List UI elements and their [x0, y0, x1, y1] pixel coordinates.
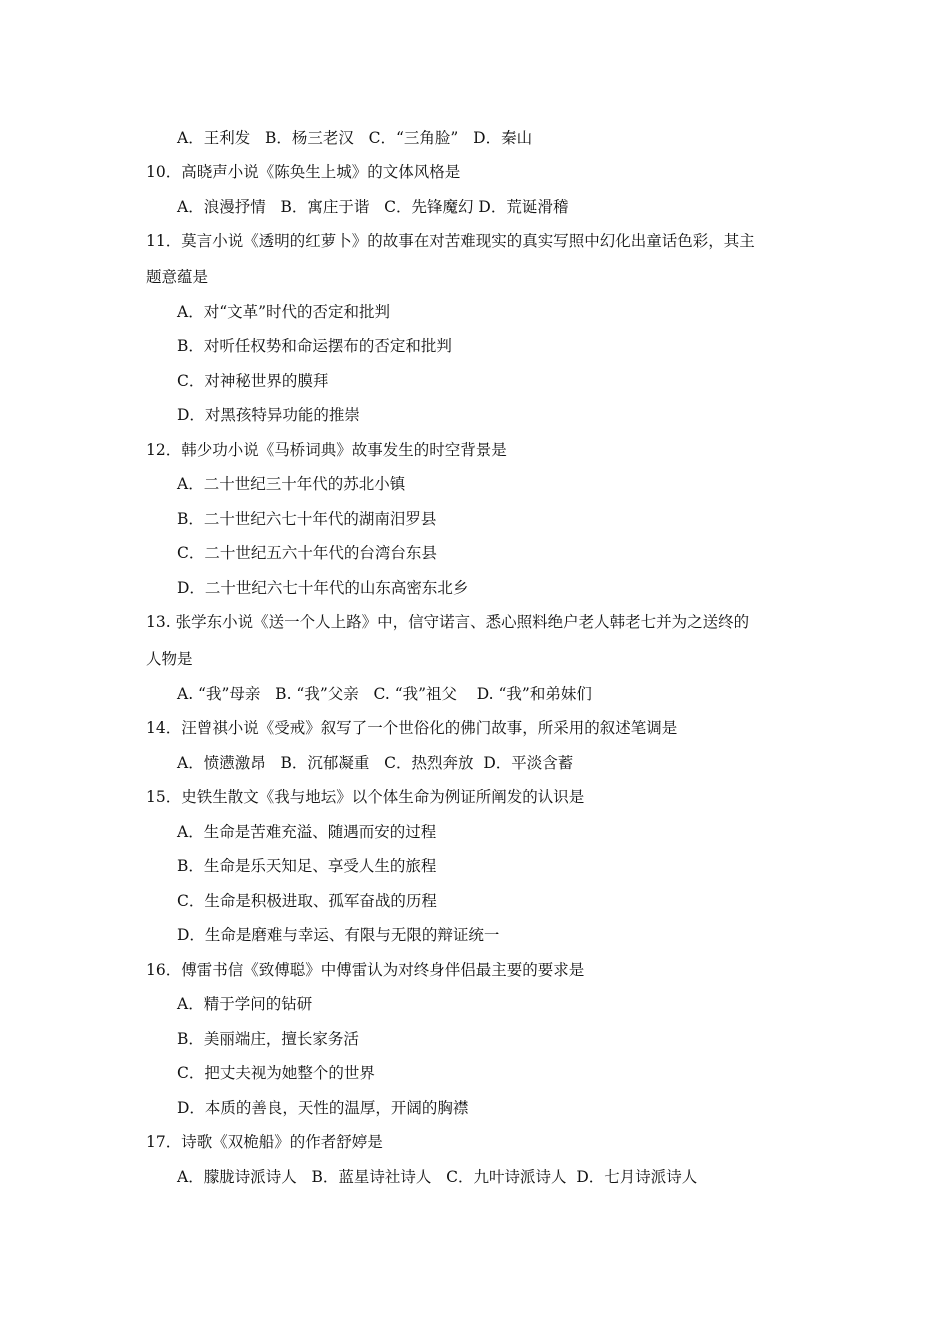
q14-stem: 14．汪曾祺小说《受戒》叙写了一个世俗化的佛门故事，所采用的叙述笔调是	[146, 719, 678, 737]
q13-options: A. “我”母亲 B. “我”父亲 C. “我”祖父 D. “我”和弟妹们	[177, 685, 592, 703]
q14-options: A．愤懑激昂 B．沉郁凝重 C．热烈奔放 D．平淡含蓄	[177, 754, 574, 772]
q12-option-a: A．二十世纪三十年代的苏北小镇	[177, 475, 406, 493]
q16-option-d: D．本质的善良，天性的温厚，开阔的胸襟	[177, 1099, 469, 1117]
q10-options: A．浪漫抒情 B．寓庄于谐 C．先锋魔幻 D．荒诞滑稽	[177, 198, 569, 216]
q11-stem-cont: 题意蕴是	[146, 268, 209, 286]
q15-option-b: B．生命是乐天知足、享受人生的旅程	[177, 857, 437, 875]
q17-stem: 17．诗歌《双桅船》的作者舒婷是	[146, 1133, 383, 1151]
q17-options: A．朦胧诗派诗人 B．蓝星诗社诗人 C．九叶诗派诗人 D．七月诗派诗人	[177, 1168, 698, 1186]
q15-stem: 15．史铁生散文《我与地坛》以个体生命为例证所阐发的认识是	[146, 788, 585, 806]
q11-stem: 11．莫言小说《透明的红萝卜》的故事在对苦难现实的真实写照中幻化出童话色彩，其主	[146, 232, 755, 250]
q15-option-d: D．生命是磨难与幸运、有限与无限的辩证统一	[177, 926, 500, 944]
q11-option-c: C．对神秘世界的膜拜	[177, 372, 329, 390]
q11-option-d: D．对黑孩特异功能的推崇	[177, 406, 360, 424]
q12-option-b: B．二十世纪六七十年代的湖南汨罗县	[177, 510, 437, 528]
q15-option-a: A．生命是苦难充溢、随遇而安的过程	[177, 823, 437, 841]
q10-stem: 10．高晓声小说《陈奂生上城》的文体风格是	[146, 163, 461, 181]
q16-option-b: B．美丽端庄，擅长家务活	[177, 1030, 359, 1048]
q11-option-b: B．对听任权势和命运摆布的否定和批判	[177, 337, 452, 355]
q15-option-c: C．生命是积极进取、孤军奋战的历程	[177, 892, 437, 910]
q16-option-c: C．把丈夫视为她整个的世界	[177, 1064, 375, 1082]
q12-option-d: D．二十世纪六七十年代的山东高密东北乡	[177, 579, 469, 597]
q16-option-a: A．精于学问的钻研	[177, 995, 313, 1013]
q13-stem-cont: 人物是	[146, 650, 193, 668]
q12-stem: 12．韩少功小说《马桥词典》故事发生的时空背景是	[146, 441, 507, 459]
q12-option-c: C．二十世纪五六十年代的台湾台东县	[177, 544, 437, 562]
q11-option-a: A．对“文革”时代的否定和批判	[177, 303, 391, 321]
q13-stem: 13. 张学东小说《送一个人上路》中，信守诺言、悉心照料绝户老人韩老七并为之送终的	[146, 613, 750, 631]
q9-options: A．王利发 B．杨三老汉 C．“三角脸” D．秦山	[177, 129, 533, 147]
q16-stem: 16．傅雷书信《致傅聪》中傅雷认为对终身伴侣最主要的要求是	[146, 961, 585, 979]
